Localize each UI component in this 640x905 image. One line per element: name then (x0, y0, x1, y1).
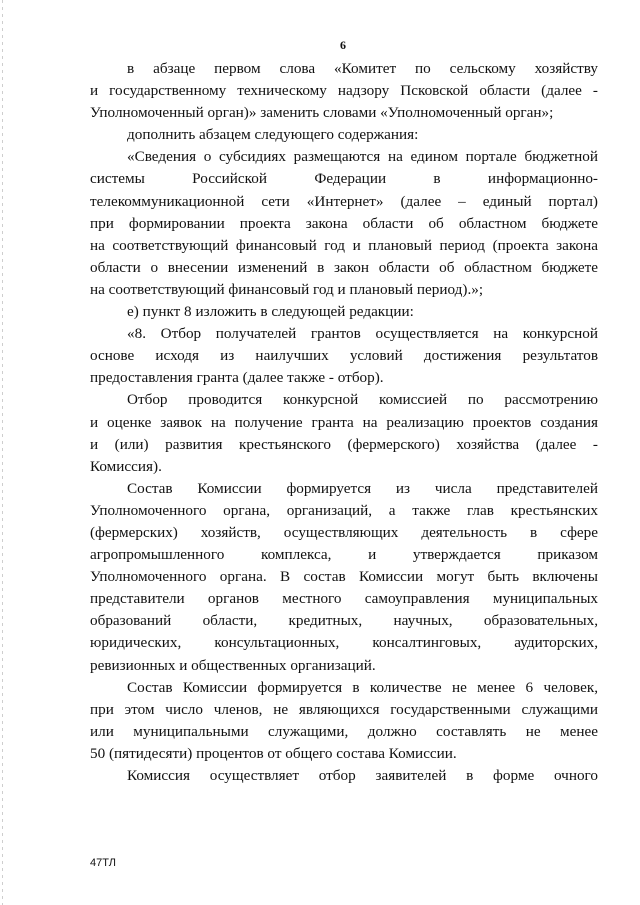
text-line: и оценке заявок на получение гранта на реализацию проектов создания (90, 413, 598, 431)
text-line: ревизионных и общественных организаций. (90, 656, 376, 674)
text-line: при этом число членов, не являющихся государственными служащими (90, 700, 598, 718)
paragraph (90, 58, 598, 124)
text-line: Состав Комиссии формируется из числа представителей (127, 479, 598, 497)
text-line: при формировании проекта закона области об областном бюджете (90, 214, 598, 232)
text-line: Состав Комиссии формируется в количестве не менее 6 человек, (127, 678, 598, 696)
text-line: представители органов местного самоуправления муниципальных (90, 590, 598, 608)
text-line: и (или) развития крестьянского (фермерского) хозяйства (далее - (90, 435, 598, 453)
paragraph (90, 124, 598, 146)
paragraph (90, 677, 598, 765)
text-line: агропромышленного комплекса, и утверждается приказом (90, 546, 598, 564)
scan-edge-artifact (2, 0, 3, 905)
text-line: «Сведения о субсидиях размещаются на едином портале бюджетной (127, 148, 598, 166)
text-line: Комиссия осуществляет отбор заявителей в форме очного (127, 767, 598, 784)
text-line: телекоммуникационной сети «Интернет» (далее – единый портал) (90, 192, 598, 210)
text-line: Уполномоченного органа, организаций, а также глав крестьянских (90, 501, 598, 519)
paragraph (90, 478, 598, 677)
paragraph (90, 323, 598, 389)
text-line: предоставления гранта (далее также - отбор). (90, 369, 384, 387)
text-line: в абзаце первом слова «Комитет по сельскому хозяйству (127, 60, 598, 77)
footer-code: 47ТЛ (90, 857, 116, 869)
text-line: е) пункт 8 изложить в следующей редакции: (127, 303, 414, 321)
text-line: Уполномоченный орган)» заменить словами «Уполномоченный орган»; (90, 104, 554, 122)
paragraph (90, 301, 598, 323)
text-line: и государственному техническому надзору Псковской области (далее - (90, 82, 598, 100)
paragraph (90, 146, 598, 301)
paragraph (90, 765, 598, 787)
text-line: образований области, кредитных, научных, образовательных, (90, 612, 598, 630)
text-line: на соответствующий финансовый год и плановый период (проекта закона (90, 236, 598, 254)
text-line: Отбор проводится конкурсной комиссией по рассмотрению (127, 391, 598, 409)
text-line: системы Российской Федерации в информационно- (90, 170, 598, 188)
text-line: основе исходя из наилучших условий достижения результатов (90, 347, 598, 365)
text-line: (фермерских) хозяйств, осуществляющих деятельность в сфере (90, 523, 598, 541)
text-line: области о внесении изменений в закон области об областном бюджете (90, 258, 598, 276)
document-body (90, 58, 598, 787)
page-number: 6 (340, 38, 346, 52)
text-line: «8. Отбор получателей грантов осуществляется на конкурсной (127, 325, 598, 343)
text-line: 50 (пятидесяти) процентов от общего состава Комиссии. (90, 744, 457, 762)
paragraph (90, 389, 598, 477)
text-line: Уполномоченного органа. В состав Комиссии могут быть включены (90, 568, 598, 586)
text-line: дополнить абзацем следующего содержания: (127, 126, 419, 144)
text-line: юридических, консультационных, консалтинговых, аудиторских, (90, 634, 598, 652)
text-line: или муниципальными служащими, должно составлять не менее (90, 722, 598, 740)
text-line: на соответствующий финансовый год и плановый период).»; (90, 280, 484, 298)
text-line: Комиссия). (90, 457, 162, 475)
